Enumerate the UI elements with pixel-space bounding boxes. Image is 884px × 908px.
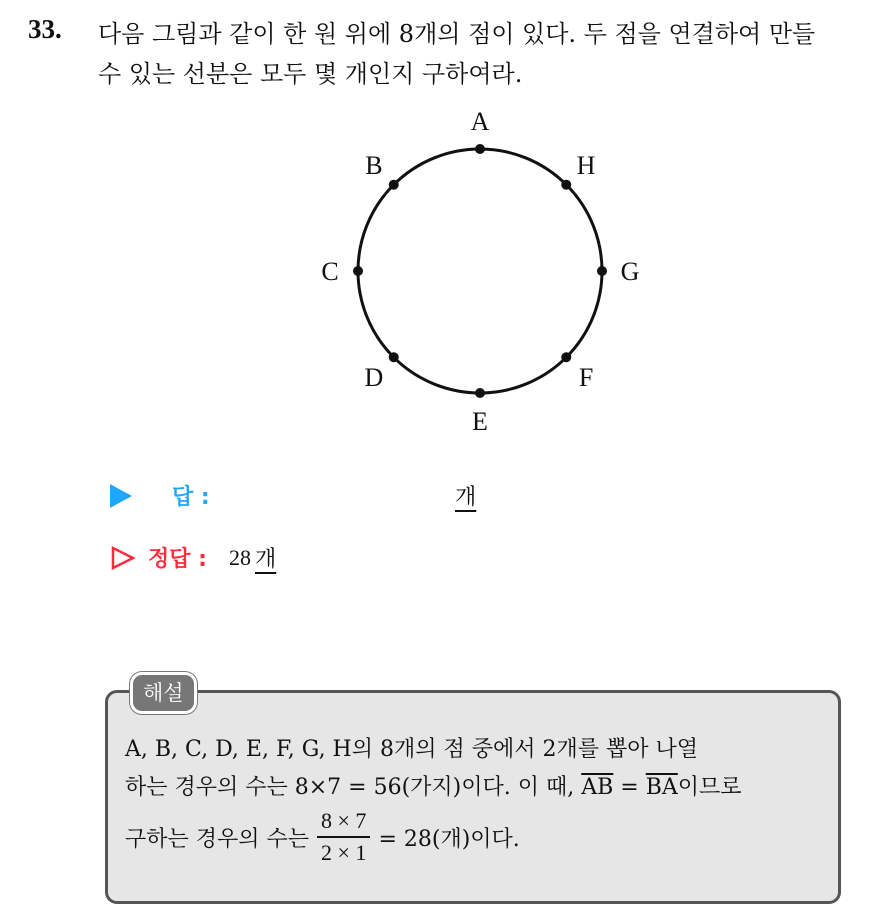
segment-ba: $\overline{BA}$ [645, 775, 678, 800]
point-label-f: F [578, 363, 594, 393]
point-label-a: A [470, 110, 490, 136]
circle-figure [300, 110, 660, 440]
point-label-b: B [365, 150, 383, 180]
point-e [475, 388, 485, 398]
explanation-tag: 해설 [130, 672, 197, 714]
question-number: 33. [28, 14, 62, 44]
question-text-line-1: 다음 그림과 같이 한 원 위에 8개의 점이 있다. 두 점을 연결하여 만들 [98, 20, 816, 48]
point-b [389, 180, 399, 190]
fraction-numerator: 8 × 7 [317, 806, 370, 838]
correct-answer-row [110, 542, 276, 573]
point-label-h: H [576, 150, 596, 180]
fraction-denominator: 2 × 1 [321, 840, 367, 865]
explanation-line-3-pre: 구하는 경우의 수는 [125, 826, 310, 852]
question-text-line-2: 수 있는 선분은 모두 몇 개인지 구하여라. [98, 60, 523, 88]
answer-label: 답 : [172, 485, 210, 510]
point-a [475, 144, 485, 154]
explanation-line-3-post: = 28(개)이다. [378, 826, 520, 852]
correct-answer-value: 28 [228, 544, 251, 570]
correct-answer-label: 정답 : [148, 547, 207, 572]
point-c [353, 266, 363, 276]
point-label-e: E [472, 407, 488, 436]
point-label-d: D [364, 363, 384, 393]
point-label-g: G [620, 257, 640, 286]
point-label-c: C [321, 257, 339, 286]
explanation-line-2 [125, 770, 742, 801]
correct-answer-unit: 개 [254, 547, 277, 572]
explanation-line-1: A, B, C, D, E, F, G, H의 8개의 점 중에서 2개를 뽑아 나열 [125, 737, 698, 762]
segment-ab: $\overline{AB}$ [581, 775, 614, 800]
answer-row [110, 480, 210, 511]
point-f [561, 352, 571, 362]
equals-sign: = [613, 775, 646, 800]
point-g [597, 266, 607, 276]
explanation-line-2-pre: 하는 경우의 수는 8×7 = 56(가지)이다. 이 때, [125, 775, 582, 800]
outline-triangle-icon [110, 545, 136, 571]
fraction [317, 806, 370, 868]
explanation-line-2-post: 이므로 [677, 775, 742, 800]
explanation-line-3 [125, 806, 520, 868]
answer-unit-blank: 개 [455, 485, 477, 510]
point-h [561, 180, 571, 190]
point-d [389, 352, 399, 362]
play-triangle-icon [110, 484, 132, 508]
